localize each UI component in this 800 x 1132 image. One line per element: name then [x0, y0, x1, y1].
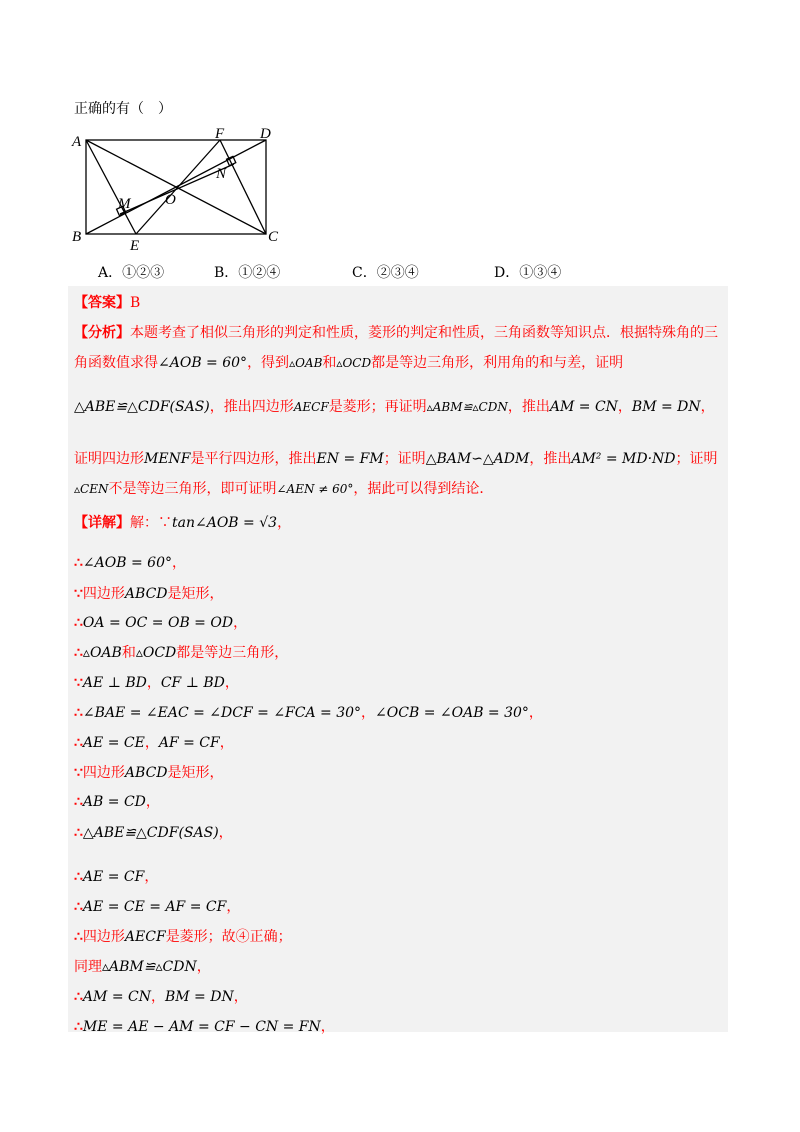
detail-step-sym: ∵ [74, 675, 83, 691]
detail-step-math: △ABE≌△CDF(SAS) [82, 825, 219, 841]
detail-step-pre: 四边形 [82, 929, 125, 945]
detail-step [74, 866, 158, 886]
detail-step-math2: AF = CF [158, 735, 220, 751]
detail-step-post: ， [145, 794, 160, 810]
detail-step-post: 是菱形；故④正确； [165, 929, 292, 945]
detail-step-post: ， [196, 959, 211, 975]
detail-step-post: 是矩形， [167, 586, 224, 602]
detail-step-sym: ∴ [74, 989, 83, 1005]
detail-step-math: AE = CE [82, 735, 145, 751]
geometry-figure [70, 124, 290, 258]
detail-step-math: AE ⊥ BD [82, 675, 147, 691]
detail-step-sym: ∴ [74, 869, 83, 885]
detail-step-post: ， [144, 735, 159, 751]
detail-step-post: 和 [121, 645, 136, 661]
detail-step-post: ， [171, 555, 186, 571]
detail-step-sym: ∴ [74, 615, 83, 631]
detail-step-post: 是矩形， [167, 765, 224, 781]
detail-step-sym: ∴ [74, 705, 83, 721]
detail-step-sym: ∴ [74, 929, 83, 945]
detail-step-math2: BM = DN [164, 989, 234, 1005]
analysis-line-4: 证明四边形MENF是平行四边形，推出EN = FM；证明△BAM∽△ADM，推出AM² = MD·ND；证明 [74, 451, 718, 467]
detail-step-sym: ∴ [74, 555, 83, 571]
label-A: A [72, 134, 82, 150]
detail-step [74, 896, 240, 916]
detail-step-post: ， [233, 615, 248, 631]
detail-step [74, 583, 224, 603]
detail-step-sym: ∵ [74, 586, 83, 602]
detail-step-sym: ∴ [74, 1019, 83, 1035]
detail-step-sym: ∴ [74, 645, 83, 661]
detail-intro: 【详解】解：∵tan∠AOB = √3， [74, 515, 292, 531]
detail-step-post: ， [150, 989, 165, 1005]
detail-step-post: ， [218, 825, 233, 841]
detail-step-math: AB = CD [82, 794, 146, 810]
solution-panel [68, 286, 728, 1035]
detail-step-math: ∠AOB = 60° [82, 555, 172, 571]
detail-step-math: ▵ABM≌▵CDN [102, 959, 197, 975]
detail-step-math: ▵OAB [82, 645, 122, 661]
detail-step-math: AE = CF [82, 869, 145, 885]
detail-step-pre: 四边形 [82, 586, 125, 602]
option-c[interactable]: C．②③④ [352, 265, 419, 281]
detail-step-math: OA = OC = OB = OD [82, 615, 234, 631]
analysis-line-2: 角函数值求得∠AOB = 60°，得到▵OAB和▵OCD都是等边三角形，利用角的和与差，证明 [74, 355, 624, 371]
detail-step [74, 552, 186, 572]
detail-step-post: ， [144, 869, 159, 885]
detail-step-sym: ∵ [74, 765, 83, 781]
detail-step [74, 672, 239, 692]
label-C: C [268, 229, 279, 245]
detail-step-post: ， [361, 705, 376, 721]
detail-step-math: ABCD [124, 765, 168, 781]
detail-step [74, 702, 543, 722]
question-stem: 正确的有（ ） [74, 101, 172, 117]
detail-step-sym: ∴ [74, 825, 83, 841]
answer-line: 【答案】B [74, 295, 141, 311]
detail-step-post: ， [320, 1019, 335, 1035]
rectangle-diagram [70, 124, 290, 254]
analysis-line-3: △ABE≌△CDF(SAS)，推出四边形AECF是菱形；再证明▵ABM≌▵CDN，推出AM = CN，BM = DN， [74, 399, 715, 415]
label-B: B [72, 229, 82, 245]
detail-step [74, 986, 248, 1006]
detail-step-post: ， [146, 675, 161, 691]
detail-step-math: ∠BAE = ∠EAC = ∠DCF = ∠FCA = 30° [82, 705, 362, 721]
detail-step-math: ABCD [124, 586, 168, 602]
detail-step-math2: ▵OCD [135, 645, 177, 661]
detail-step-post: ， [226, 899, 241, 915]
detail-step-sym: ∴ [74, 735, 83, 751]
detail-step-math: ME = AE − AM = CF − CN = FN [82, 1019, 321, 1035]
option-d[interactable]: D．①③④ [494, 265, 562, 281]
detail-step-post2: 都是等边三角形， [176, 645, 289, 661]
detail-step-math: AE = CE = AF = CF [82, 899, 227, 915]
detail-step-sym: ∴ [74, 794, 83, 810]
label-D: D [260, 126, 271, 142]
detail-step [74, 791, 160, 811]
detail-step-post2: ， [224, 675, 239, 691]
label-M: M [118, 196, 131, 212]
detail-step [74, 926, 292, 946]
analysis-line-5: ▵CEN不是等边三角形，即可证明∠AEN ≠ 60°，据此可以得到结论． [74, 481, 494, 497]
detail-step-post2: ， [233, 989, 248, 1005]
detail-step [74, 956, 211, 976]
option-b[interactable]: B．①②④ [214, 265, 281, 281]
option-a[interactable]: A．①②③ [98, 265, 165, 281]
label-F: F [215, 126, 225, 142]
detail-step-post2: ， [219, 735, 234, 751]
label-E: E [130, 238, 140, 254]
detail-step-math: AECF [124, 929, 166, 945]
detail-step [74, 762, 224, 782]
detail-step-math2: CF ⊥ BD [160, 675, 225, 691]
detail-step [74, 642, 288, 662]
detail-step [74, 612, 247, 632]
detail-step-sym: ∴ [74, 899, 83, 915]
detail-step-pre: 同理 [74, 959, 102, 975]
detail-step [74, 732, 234, 752]
detail-step-post2: ， [528, 705, 543, 721]
analysis-line-1: 【分析】本题考查了相似三角形的判定和性质，菱形的判定和性质，三角函数等知识点．根据特殊角的三 [74, 325, 718, 341]
detail-step [74, 822, 233, 842]
detail-step-math2: ∠OCB = ∠OAB = 30° [375, 705, 529, 721]
detail-step-math: AM = CN [82, 989, 151, 1005]
label-O: O [165, 192, 176, 208]
label-N: N [216, 166, 227, 182]
detail-step-pre: 四边形 [82, 765, 125, 781]
detail-step [74, 1016, 335, 1036]
